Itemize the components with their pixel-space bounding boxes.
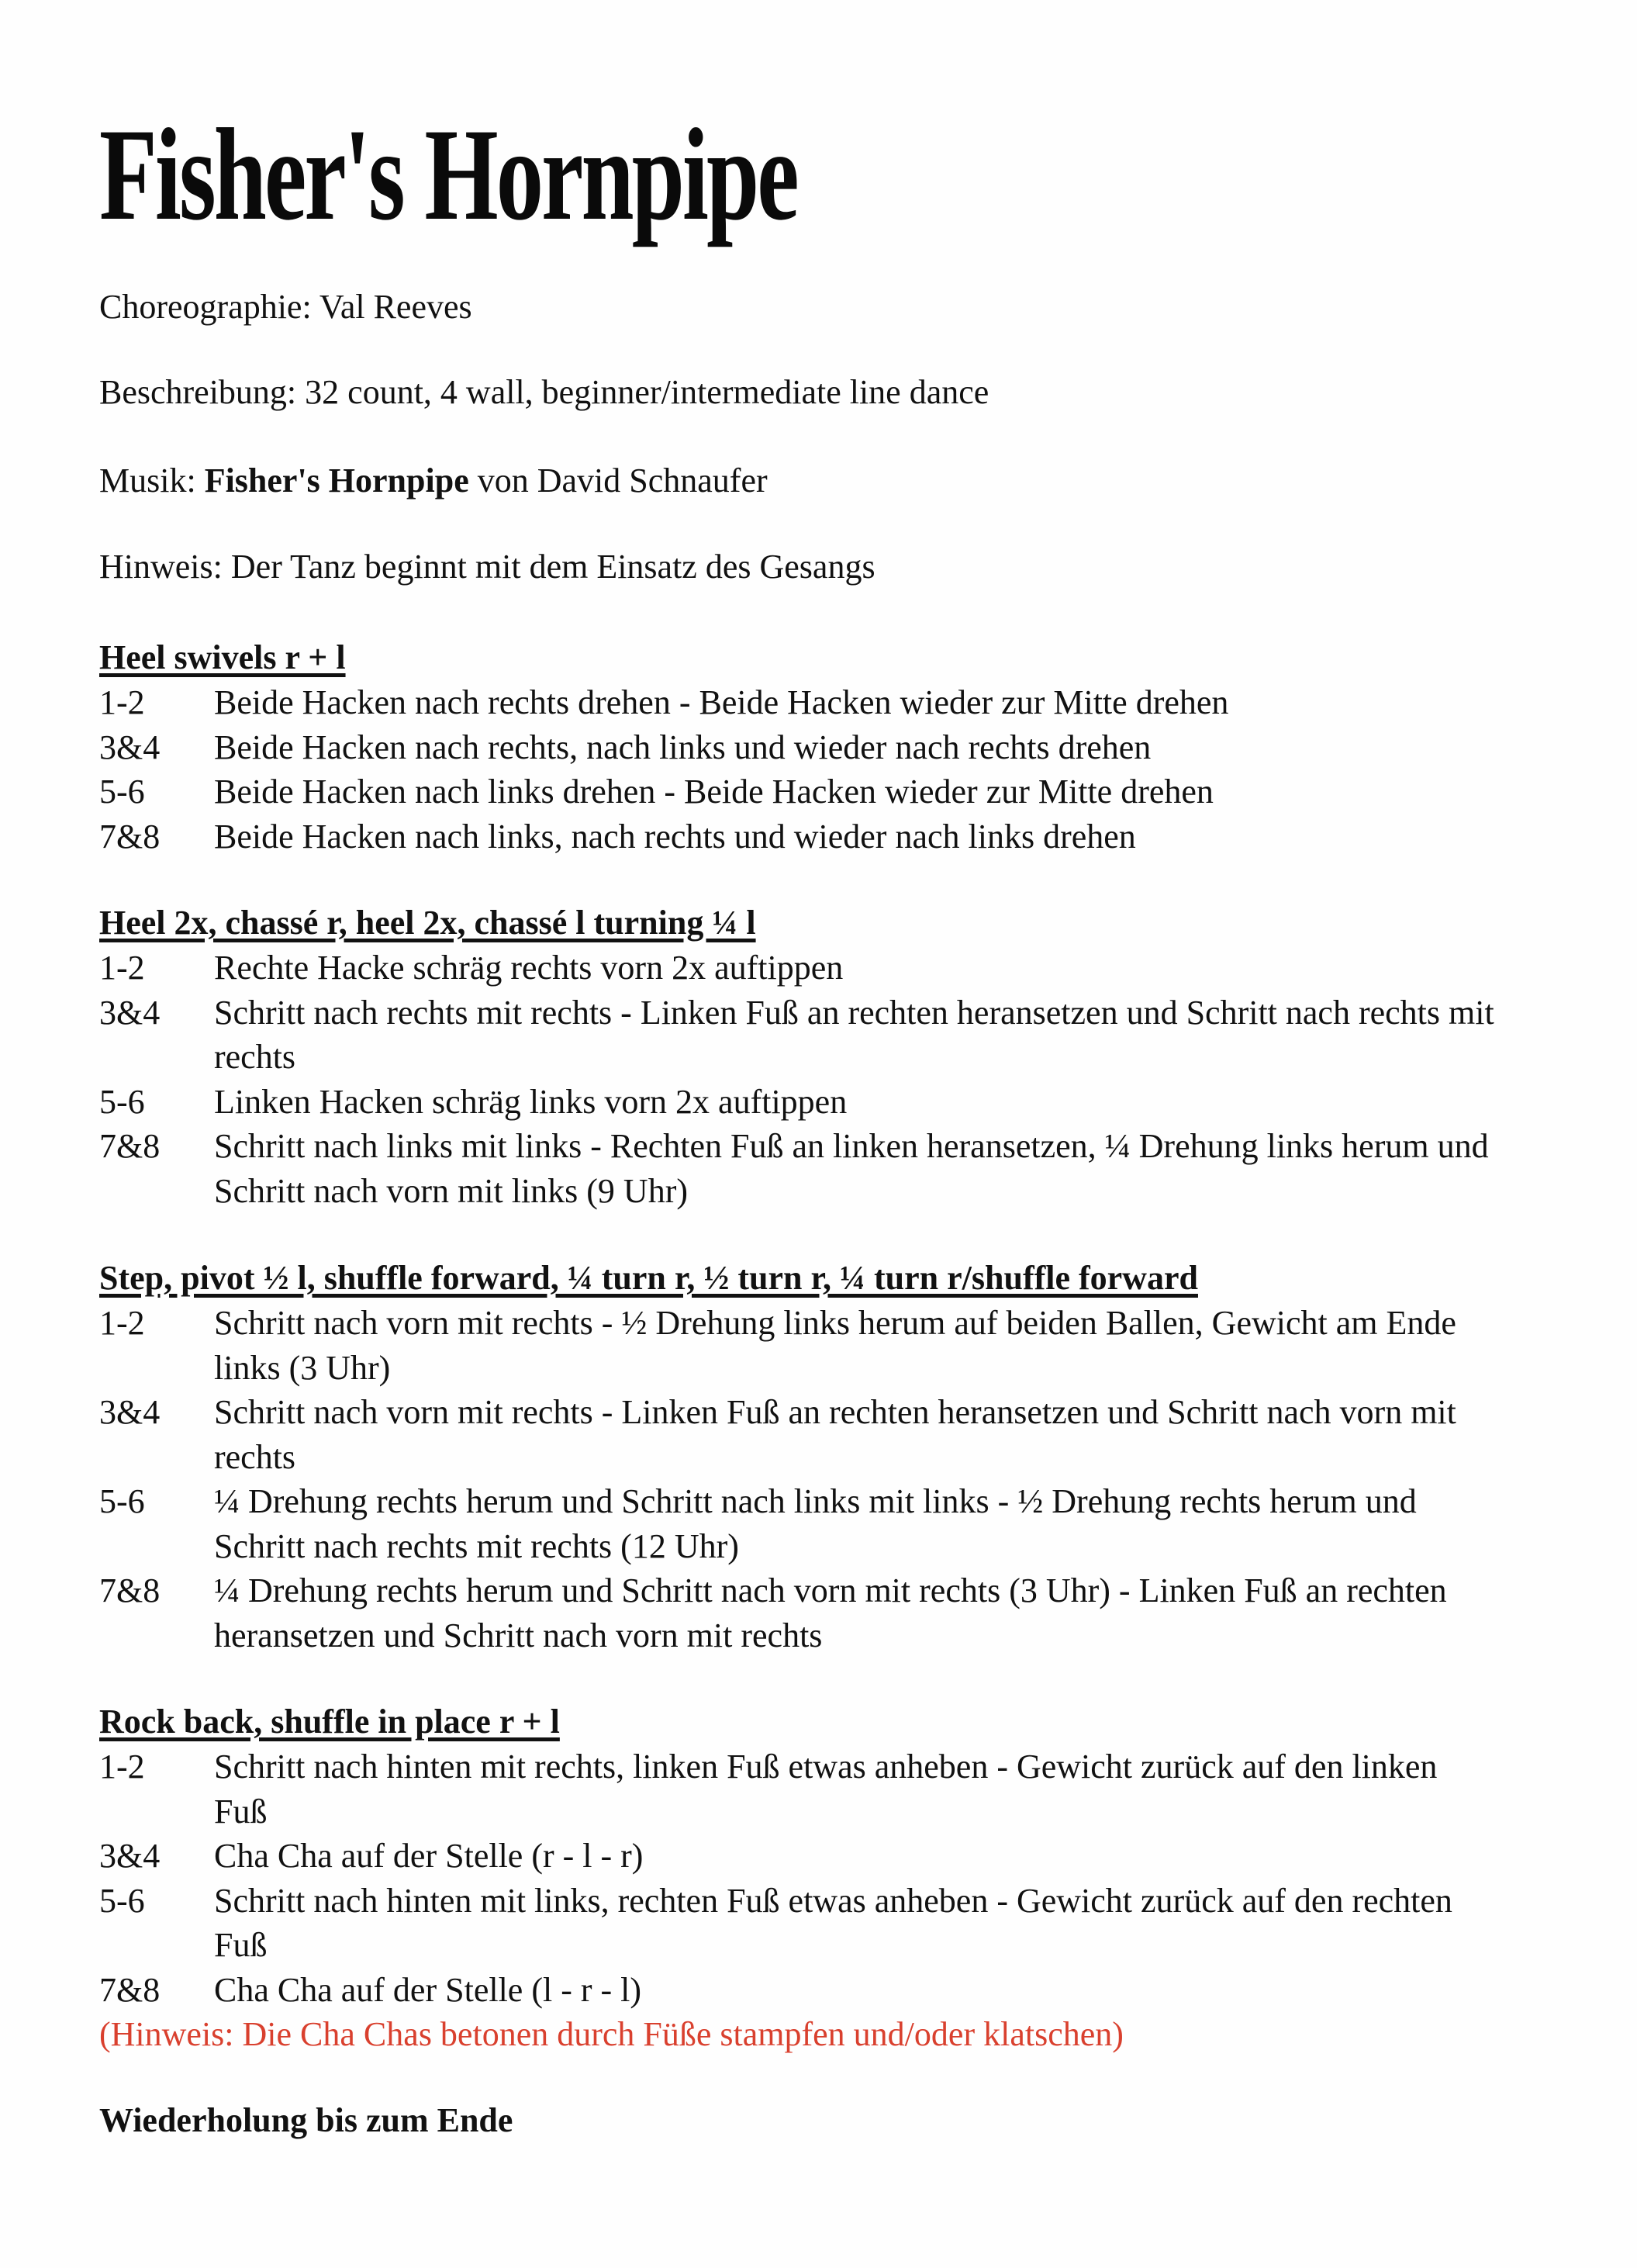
hint-value: Der Tanz beginnt mit dem Einsatz des Gesangs [230,548,875,586]
step-count: 7&8 [99,1127,161,1165]
step-text: Schritt nach links mit links - Rechten Fuß an linken heransetzen, ¼ Drehung links herum und Schritt nach vorn mit links (9 Uhr) [214,1127,1489,1210]
step-count: 5-6 [99,1482,145,1520]
step-count: 3&4 [99,1393,161,1431]
step-count: 5-6 [99,1881,145,1920]
step-count: 3&4 [99,993,161,1032]
step-row [99,769,1573,814]
step-row [99,1479,1573,1568]
section-heading: Rock back, shuffle in place r + l [99,1703,560,1741]
step-text: Beide Hacken nach links, nach rechts und wieder nach links drehen [214,817,1136,856]
choreography-label: Choreographie: [99,288,312,326]
section-step-pivot [99,1257,1573,1658]
step-count: 1-2 [99,1304,145,1342]
music-label: Musik: [99,462,196,500]
section-heading: Heel swivels r + l [99,638,346,676]
hint-line [99,545,875,589]
step-text: Schritt nach vorn mit rechts - ½ Drehung links herum auf beiden Ballen, Gewicht am Ende links (3 Uhr) [214,1304,1456,1387]
step-text: Schritt nach hinten mit links, rechten Fuß etwas anheben - Gewicht zurück auf den rechten Fuß [214,1881,1452,1964]
step-row [99,1080,1573,1125]
step-text: Schritt nach vorn mit rechts - Linken Fuß an rechten heransetzen und Schritt nach vorn mit rechts [214,1393,1456,1476]
step-row [99,1390,1573,1479]
step-row [99,1834,1573,1879]
step-row [99,725,1573,770]
description-line [99,371,989,414]
step-text: Cha Cha auf der Stelle (r - l - r) [214,1837,644,1875]
hint-label: Hinweis: [99,548,223,586]
music-title: Fisher's Hornpipe [204,462,469,500]
page-title: Fisher's Hornpipe [99,102,797,247]
step-row [99,1879,1573,1968]
step-text: Schritt nach rechts mit rechts - Linken Fuß an rechten heransetzen und Schritt nach rechts mit rechts [214,993,1494,1076]
step-text: Beide Hacken nach links drehen - Beide Hacken wieder zur Mitte drehen [214,773,1214,811]
step-text: Schritt nach hinten mit rechts, linken Fuß etwas anheben - Gewicht zurück auf den linken Fuß [214,1748,1438,1831]
choreography-line [99,285,472,329]
step-text: Beide Hacken nach rechts, nach links und wieder nach rechts drehen [214,728,1152,766]
step-row [99,1744,1573,1834]
step-text: Beide Hacken nach rechts drehen - Beide Hacken wieder zur Mitte drehen [214,683,1229,721]
step-text: Cha Cha auf der Stelle (l - r - l) [214,1970,642,2009]
step-row [99,1968,1573,2013]
section-heel-swivels [99,636,1573,859]
description-value: 32 count, 4 wall, beginner/intermediate line dance [305,373,989,411]
step-count: 5-6 [99,773,145,811]
step-row [99,814,1573,859]
step-text: ¼ Drehung rechts herum und Schritt nach links mit links - ½ Drehung rechts herum und Schritt nach rechts mit rechts (12 Uhr) [214,1482,1417,1565]
repeat-note: Wiederholung bis zum Ende [99,2101,513,2139]
section-heading: Heel 2x, chassé r, heel 2x, chassé l turning ¼ l [99,904,756,942]
step-count: 7&8 [99,817,161,856]
step-row [99,946,1573,991]
step-text: ¼ Drehung rechts herum und Schritt nach vorn mit rechts (3 Uhr) - Linken Fuß an rechten heransetzen und Schritt nach vorn mit rechts [214,1571,1447,1654]
step-count: 1-2 [99,1748,145,1786]
section-heel-chasse [99,901,1573,1213]
step-count: 1-2 [99,683,145,721]
step-count: 5-6 [99,1082,145,1121]
step-row [99,680,1573,725]
description-label: Beschreibung: [99,373,297,411]
step-count: 3&4 [99,1837,161,1875]
step-text: Rechte Hacke schräg rechts vorn 2x auftippen [214,949,844,987]
step-count: 7&8 [99,1970,161,2009]
step-count: 3&4 [99,728,161,766]
step-row [99,991,1573,1080]
section-rock-back [99,1700,1573,2056]
cha-cha-note: (Hinweis: Die Cha Chas betonen durch Füße stampfen und/oder klatschen) [99,2015,1124,2053]
music-line [99,459,768,503]
music-artist: von David Schnaufer [477,462,768,500]
choreography-value: Val Reeves [319,288,472,326]
step-text: Linken Hacken schräg links vorn 2x auftippen [214,1082,848,1121]
step-row [99,1301,1573,1390]
section-heading: Step, pivot ½ l, shuffle forward, ¼ turn r, ½ turn r, ¼ turn r/shuffle forward [99,1259,1198,1297]
step-row [99,1568,1573,1658]
step-count: 1-2 [99,949,145,987]
step-row [99,1124,1573,1213]
step-count: 7&8 [99,1571,161,1609]
